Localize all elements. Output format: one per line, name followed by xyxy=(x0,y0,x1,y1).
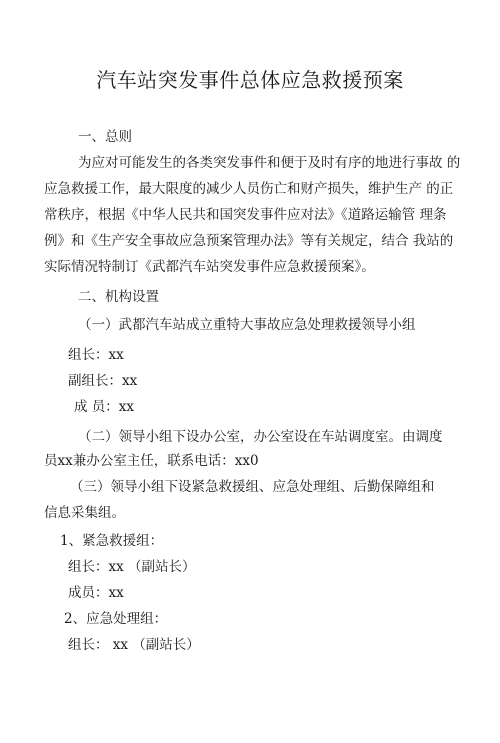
paragraph-line: （三）领导小组下设紧急救援组、应急处理组、后勤保障组和 xyxy=(70,479,435,495)
paragraph-line: 员xx兼办公室主任，联系电话：xx0 xyxy=(44,453,259,469)
group-heading: 1、紧急救援组： xyxy=(60,533,164,549)
group-heading: 2、应急处理组： xyxy=(64,611,168,627)
paragraph-line: 实际情况特制订《武都汽车站突发事件应急救援预案》。 xyxy=(44,259,375,275)
member-line: 成员：xx xyxy=(68,585,124,601)
document-title: 汽车站突发事件总体应急救援预案 xyxy=(96,68,404,92)
paragraph-line: （二）领导小组下设办公室，办公室设在车站调度室。由调度 xyxy=(78,429,443,445)
paragraph-line: 常秩序，根据《中华人民共和国突发事件应对法》《道路运输管 理条 xyxy=(44,207,447,223)
subsection-heading: （一）武都汽车站成立重特大事故应急处理救援领导小组 xyxy=(78,317,416,333)
member-line: 副组长：xx xyxy=(68,373,138,389)
paragraph-line: 应急救援工作，最大限度的减少人员伤亡和财产损失，维护生产 的正 xyxy=(44,181,454,197)
paragraph-line: 为应对可能发生的各类突发事件和便于及时有序的地进行事故 的 xyxy=(78,155,461,171)
paragraph-line: 例》和《生产安全事故应急预案管理办法》等有关规定，结合 我站的 xyxy=(44,233,454,249)
paragraph-line: 信息采集组。 xyxy=(44,505,125,521)
member-line: 组长： xx （副站长） xyxy=(68,637,200,653)
member-line: 组长：xx xyxy=(68,347,124,363)
member-line: 组长：xx （副站长） xyxy=(68,559,196,575)
member-line: 成 员：xx xyxy=(74,399,135,415)
section-heading-general: 一、总则 xyxy=(78,129,132,145)
section-heading-organization: 二、机构设置 xyxy=(78,289,159,305)
